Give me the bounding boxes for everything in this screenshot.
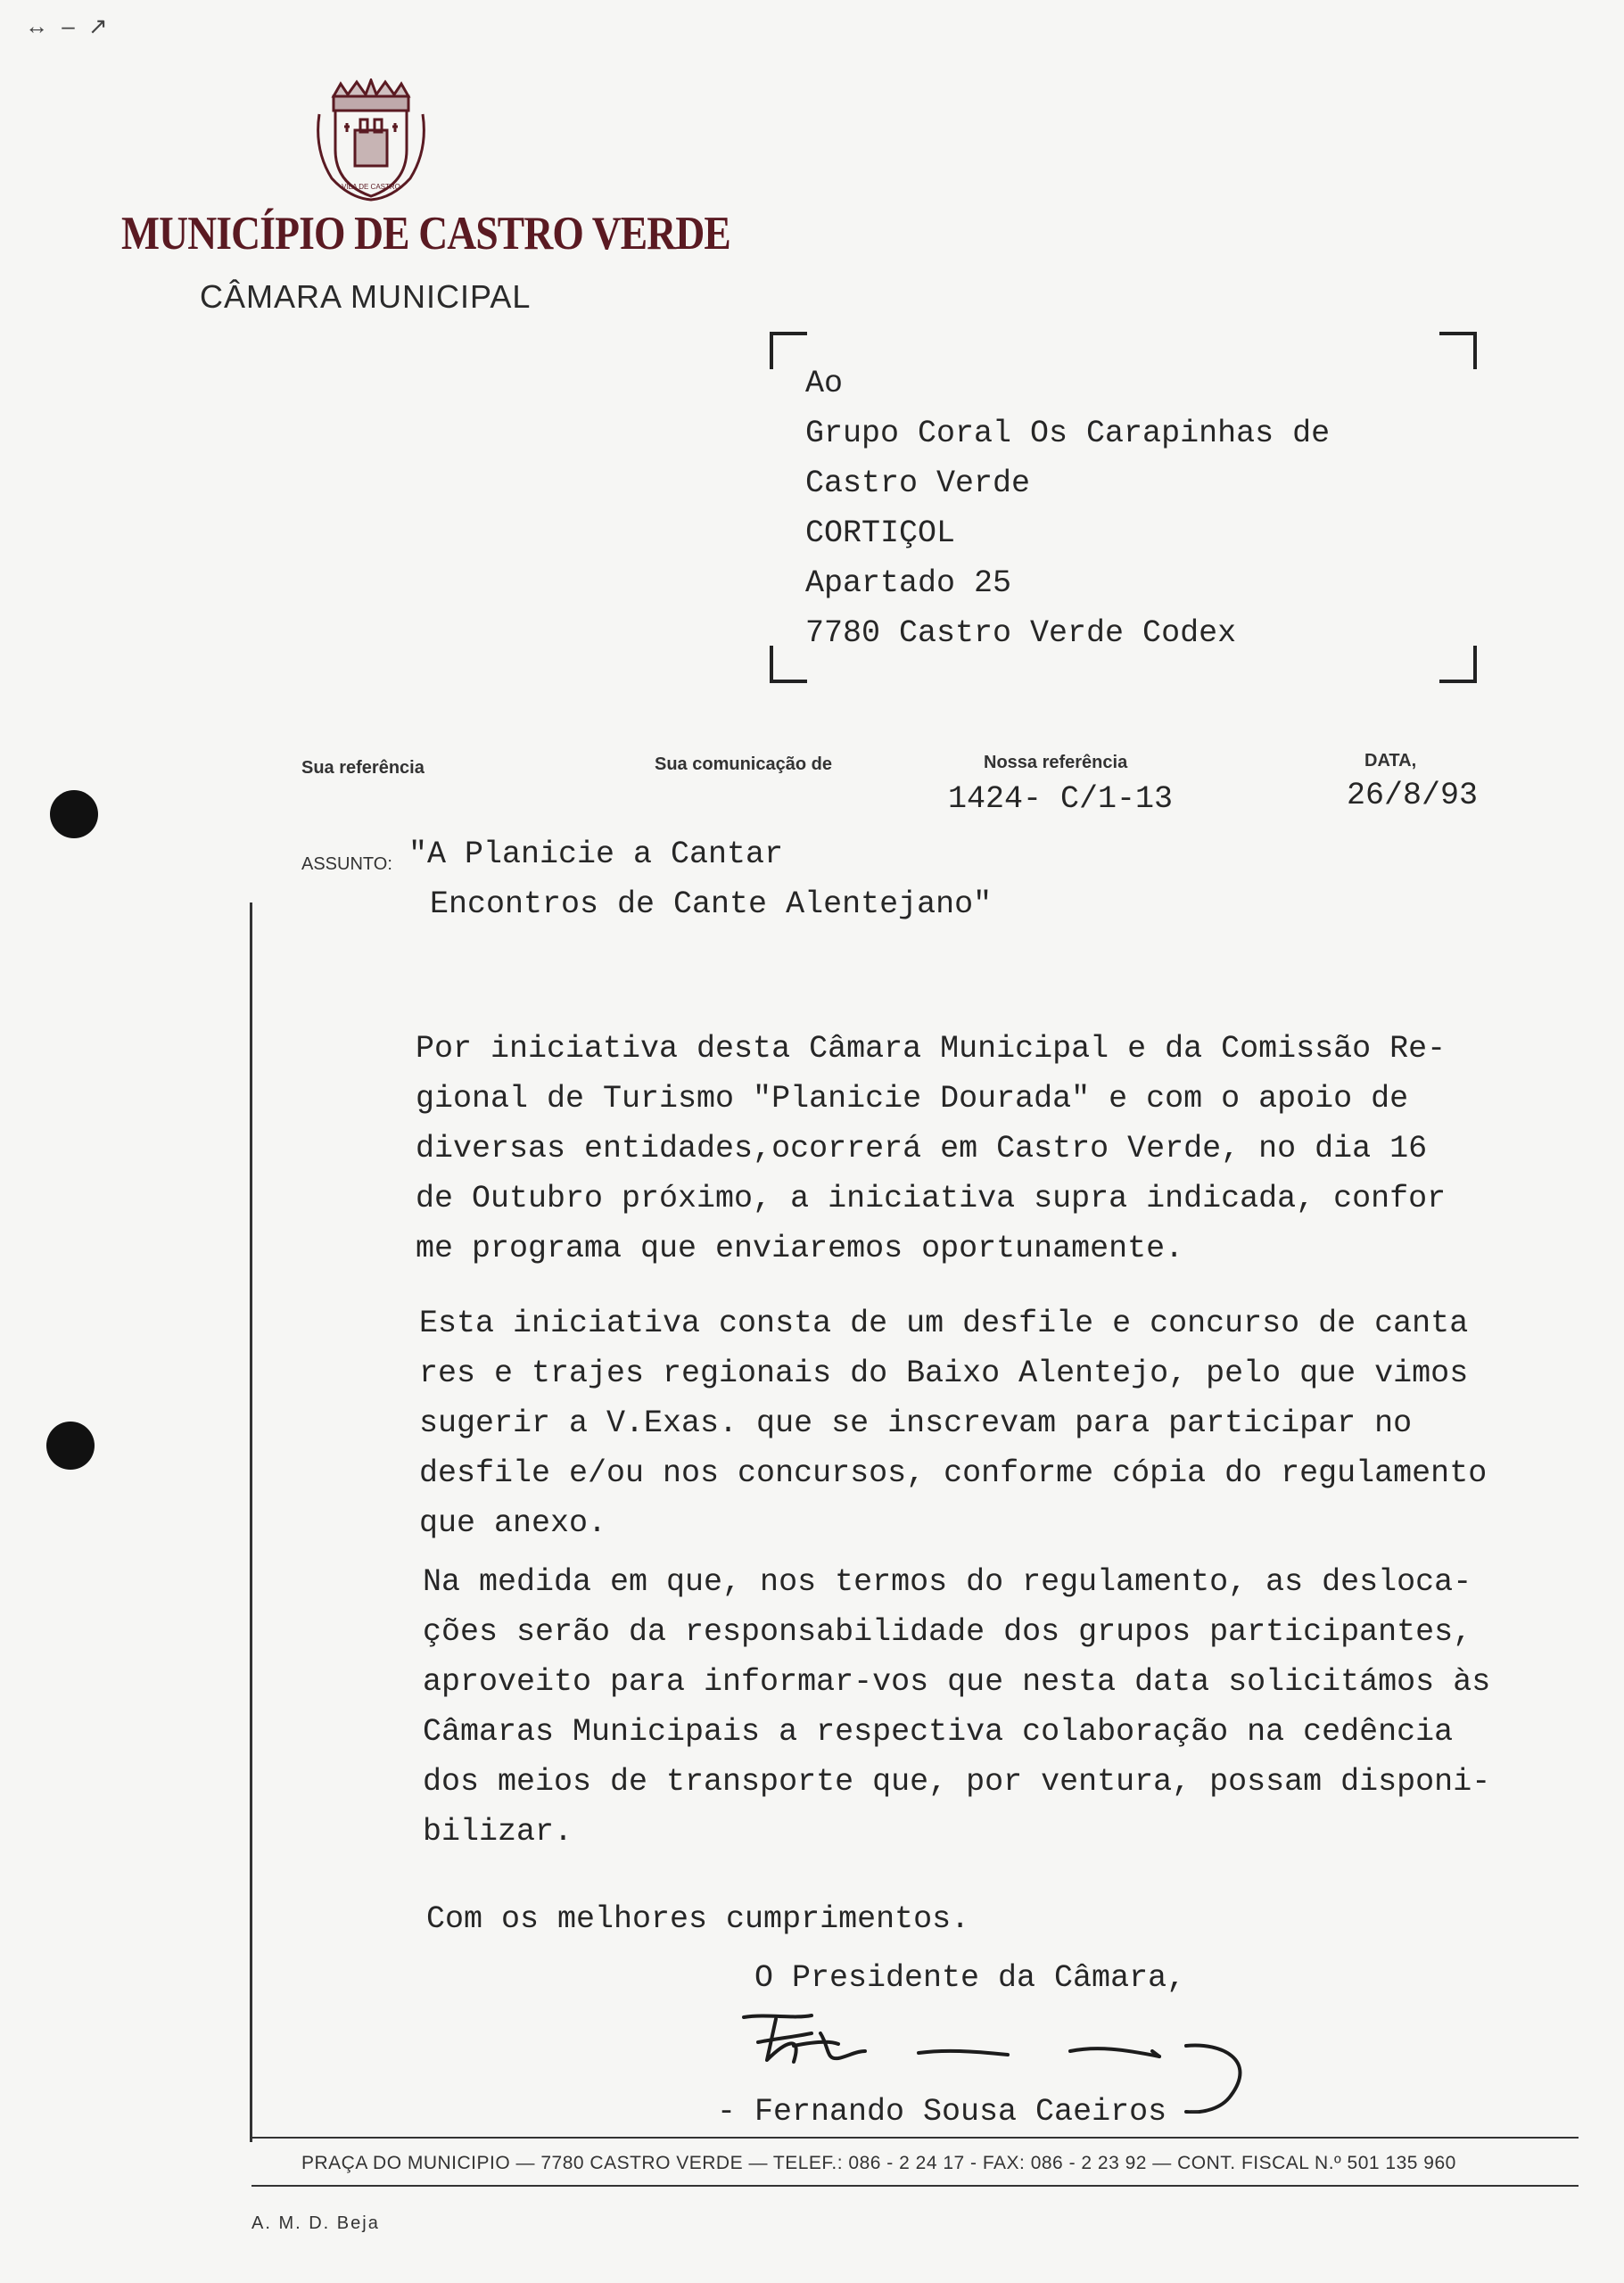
body-line: dos meios de transporte que, por ventura, possam disponi- <box>423 1764 1491 1800</box>
chamber-name: CÂMARA MUNICIPAL <box>200 278 532 315</box>
margin-rule <box>250 902 252 2142</box>
our-reference-label: Nossa referência <box>984 753 1128 772</box>
body-line: gional de Turismo "Planicie Dourada" e com o apoio de <box>416 1081 1409 1117</box>
body-line: que anexo. <box>419 1505 607 1541</box>
body-line: me programa que enviaremos oportunamente. <box>416 1231 1184 1266</box>
recipient-line: Grupo Coral Os Carapinhas de <box>805 416 1331 451</box>
subject-line-1: "A Planicie a Cantar <box>408 837 784 872</box>
body-line: aproveito para informar-vos que nesta data solicitámos às <box>423 1664 1491 1700</box>
body-paragraph-2 <box>419 1298 1579 1548</box>
footer-rule-bottom <box>251 2185 1579 2187</box>
signatory-name: - Fernando Sousa Caeiros - <box>717 2094 1205 2130</box>
recipient-line: Castro Verde <box>805 466 1031 501</box>
recipient-line: 7780 Castro Verde Codex <box>805 615 1237 651</box>
body-line: diversas entidades,ocorrerá em Castro Verde, no dia 16 <box>416 1131 1428 1166</box>
municipal-crest-logo <box>314 78 428 203</box>
footer-rule-top <box>251 2137 1579 2139</box>
recipient-line: CORTIÇOL <box>805 515 956 551</box>
body-line: ções serão da responsabilidade dos grupos participantes, <box>423 1614 1472 1650</box>
body-line: res e trajes regionais do Baixo Alentejo, pelo que vimos <box>419 1356 1469 1391</box>
body-line: sugerir a V.Exas. que se inscrevam para participar no <box>419 1405 1413 1441</box>
date-value: 26/8/93 <box>1347 778 1479 813</box>
subject-label: ASSUNTO: <box>301 854 392 874</box>
recipient-line: Apartado 25 <box>805 565 1012 601</box>
recipient-address <box>805 359 1330 658</box>
footer-address: PRAÇA DO MUNICIPIO — 7780 CASTRO VERDE — TELEF.: 086 - 2 24 17 - FAX: 086 - 2 23 92 — CONT. FISCAL N.º 501 135 960 <box>301 2153 1456 2173</box>
corner-pen-mark: ↔ – ↗ <box>25 12 111 39</box>
address-window-corner-top-left <box>770 332 807 369</box>
body-line: desfile e/ou nos concursos, conforme cópia do regulamento <box>419 1455 1488 1491</box>
body-line: bilizar. <box>423 1814 573 1850</box>
punch-hole <box>50 790 98 838</box>
address-window-corner-bottom-left <box>770 646 807 683</box>
closing-line: Com os melhores cumprimentos. <box>426 1901 970 1937</box>
body-line: Na medida em que, nos termos do regulamento, as desloca- <box>423 1564 1472 1600</box>
body-line: Esta iniciativa consta de um desfile e concurso de canta <box>419 1306 1469 1341</box>
punch-hole <box>46 1422 95 1470</box>
recipient-line: Ao <box>805 366 844 401</box>
crest-motto-text: VILA DE CASTRO <box>342 183 400 191</box>
our-reference-value: 1424- C/1-13 <box>948 781 1174 817</box>
archive-stamp: A. M. D. Beja <box>251 2213 380 2233</box>
body-line: de Outubro próximo, a iniciativa supra indicada, confor <box>416 1181 1447 1216</box>
body-paragraph-3 <box>423 1557 1582 1857</box>
date-label: DATA, <box>1364 751 1417 771</box>
address-window-corner-bottom-right <box>1439 646 1477 683</box>
your-communication-label: Sua comunicação de <box>655 754 832 774</box>
signature-title: O Presidente da Câmara, <box>754 1960 1186 1996</box>
subject-line-2: Encontros de Cante Alentejano" <box>430 886 993 922</box>
your-reference-label: Sua referência <box>301 758 425 778</box>
municipality-name: MUNICÍPIO DE CASTRO VERDE <box>121 208 730 260</box>
body-line: Câmaras Municipais a respectiva colaboração na cedência <box>423 1714 1454 1750</box>
body-line: Por iniciativa desta Câmara Municipal e da Comissão Re- <box>416 1031 1447 1067</box>
address-window-corner-top-right <box>1439 332 1477 369</box>
body-paragraph-1 <box>416 1024 1575 1273</box>
